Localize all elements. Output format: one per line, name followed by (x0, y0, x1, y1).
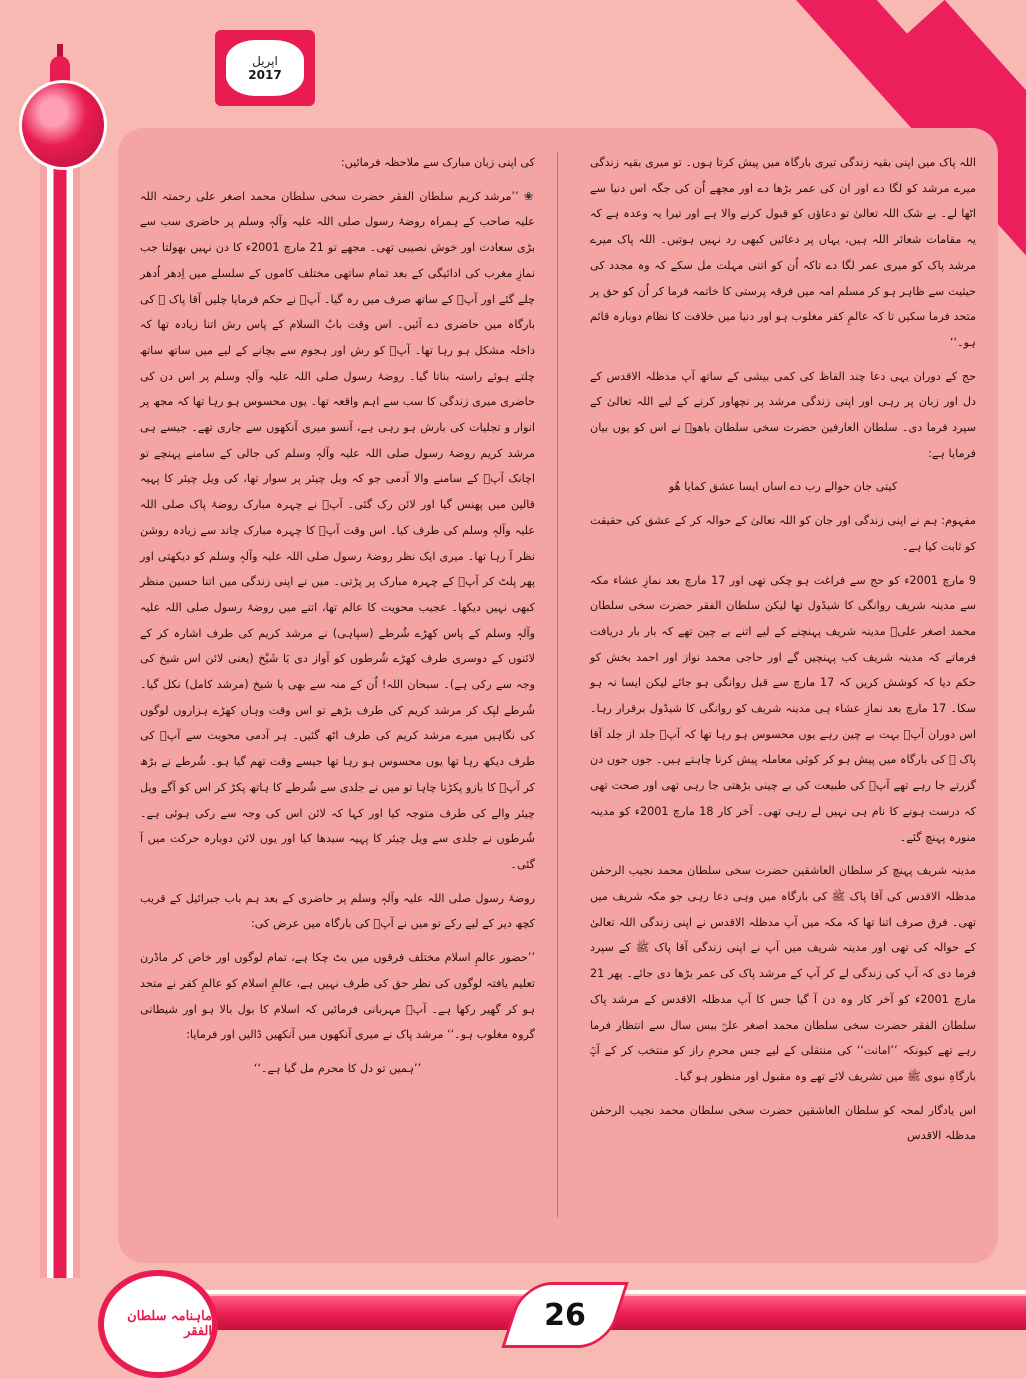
date-badge (215, 30, 315, 106)
paragraph: اللہ پاک میں اپنی بقیہ زندگی تیری بارگاہ میں پیش کرتا ہوں۔ تو میری بقیہ زندگی میرے مرشد کو لگا دے اور ان کی عمر بڑھا دے اور مجھے اُن کی جگہ اس دنیا سے اٹھا لے۔ بے شک اللہ تعالیٰ تو دعاؤں کو قبول کرنے والا ہے اور تیرا یہ وعدہ ہے کہ یہ مقامات شعائر اللہ ہیں، یہاں پر دعائیں کبھی رد نہیں ہوتیں۔ اللہ پاک میرے مرشد پاک کو میری عمر لگا دے تاکہ اُن کو اتنی مہلت مل سکے کہ وہ مجدد کی حیثیت سے ظاہر ہو کر مسلم امہ میں فرقہ پرستی کا خاتمہ فرما کر اُن کو حق پر متحد فرما سکیں تا کہ عالمِ کفر مغلوب ہو اور دنیا میں خلافت کا نظام دوبارہ قائم ہو۔‘‘ (590, 156, 976, 349)
paragraph: مفہوم: ہم نے اپنی زندگی اور جان کو اللہ تعالیٰ کے حوالہ کر کے عشق کی حقیقت کو ثابت کیا ہے۔ (590, 514, 976, 553)
article-column-left (140, 150, 535, 1090)
paragraph: مدینہ شریف پہنچ کر سلطان العاشقین حضرت سخی سلطان محمد نجیب الرحمٰن مدظلہ الاقدس کی آقا پاک ﷺ کی بارگاہ میں وہی دعا رہی جو مکہ شریف میں تھی۔ فرق صرف اتنا تھا کہ مکہ میں آپ مدظلہ الاقدس نے اپنی زندگی اللہ تعالیٰ کے حوالہ کی تھی اور مدینہ شریف میں آپ نے اپنی زندگی آقا پاک ﷺ کے سپرد فرما دی کہ آپ کی زندگی لے کر آپ کے مرشد پاک کی عمر بڑھا دی جائے۔ پھر 21 مارچ 2001ء کو آخر کار وہ دن آ گیا جس کا آپ مدظلہ الاقدس کے مرشد پاک سلطان الفقر حضرت سخی سلطان محمد اصغر علیؒ بیس سال سے انتظار فرما رہے تھے کیونکہ ’’امانت‘‘ کی منتقلی کے لیے جس محرمِ راز کو منتخب کر کے آپؒ بارگاہِ نبوی ﷺ میں تشریف لائے تھے وہ مقبول اور منظور ہو گیا۔ (590, 864, 976, 1083)
closing-quote: ’’ہمیں تو دل کا محرم مل گیا ہے۔‘‘ (253, 1061, 422, 1075)
issue-month: اپریل (252, 54, 278, 68)
paragraph: کی اپنی زبان مبارک سے ملاحظہ فرمائیں: (340, 156, 535, 169)
magazine-logo (98, 1270, 218, 1378)
quote-text: ’’مرشد کریم سلطان الفقر حضرت سخی سلطان محمد اصغر علی رحمتہ اللہ علیہ صاحب کے ہمراہ روضۂ رسول صلی اللہ علیہ وآلہٖ وسلم پر حاضری سب سے بڑی سعادت اور خوش نصیبی تھی۔ مجھے تو 21 مارچ 2001ء کا دن نہیں بھولتا جب نمازِ مغرب کی ادائیگی کے بعد تمام ساتھی مختلف کاموں کے سلسلے میں اِدھر اُدھر چلے گئے اور آپؒ کے ساتھ صرف میں رہ گیا۔ آپؒ نے حکم فرمایا چلیں آقا پاک ﷺ کی بارگاہ میں حاضری دے آئیں۔ اس وقت بابُ السلام کے پاس رش اتنا زیادہ تھا کہ داخلہ مشکل ہو رہا تھا۔ آپؒ کو رش اور ہجوم سے بچانے کے لیے میں ساتھ ساتھ چلتے ہوئے راستہ بناتا گیا۔ روضۂ رسول صلی اللہ علیہ وآلہٖ وسلم پر اس دن کی حاضری میری زندگی کا سب سے اہم واقعہ تھا۔ یوں محسوس ہو رہا تھا کہ مجھ پر انوار و تجلیات کی بارش ہو رہی ہے، آنسو میری آنکھوں سے جاری تھے۔ جیسے ہی مرشد کریم روضۂ رسول صلی اللہ علیہ وآلہٖ وسلم کی جالی کے سامنے پہنچے تو اچانک آپؒ کے سامنے والا آدمی جو کہ ویل چیئر پر سوار تھا، کی ویل چیئر کا پہیہ قالین میں پھنس گیا اور لائن رک گئی۔ آپؒ نے چہرہ مبارک روضۂ پاک صلی اللہ علیہ وآلہٖ وسلم کی طرف کیا۔ اس وقت آپؒ کا چہرہ مبارک چاند سے زیادہ روشن نظر آ رہا تھا۔ میری ایک نظر روضۂ رسول صلی اللہ علیہ وآلہٖ وسلم کو دیکھتی اور پھر پلٹ کر آپؒ کے چہرہ مبارک پر پڑتی۔ میں نے اپنی زندگی میں اتنا حسین منظر کبھی نہیں دیکھا۔ عجیب محویت کا عالم تھا، اتنے میں روضۂ رسول صلی اللہ علیہ وآلہٖ وسلم کے پاس کھڑے شُرطے (سپاہی) نے مرشد کریم کی طرف اشارہ کر کے لائنوں کے دوسری طرف کھڑے شُرطوں کو آواز دی یَا شَیْخ (یعنی لائن اس شیخ کی وجہ سے رکی ہے)۔ سبحان اللہ! اُن کے منہ سے بھی یا شیخ (مرشد کامل) نکل گیا۔ شُرطے لپک کر مرشد کریم کی طرف بڑھے تو اس وقت وہاں کھڑے ہزاروں لوگوں کی نگاہیں میرے مرشد کریم کی طرف اٹھ گئیں۔ ہر آدمی محویت سے آپؒ کی طرف دیکھ رہا تھا یوں محسوس ہو رہا تھا جیسے وقت تھم گیا ہو۔ شُرطے نے بڑھ کر آپؒ کا بازو پکڑنا چاہا تو میں نے جلدی سے شُرطے کا ہاتھ پکڑ کر اس کو آگے ویل چیئر والے کی طرف متوجہ کیا اور کہا کہ لائن اس کی وجہ سے رکی ہوئی ہے۔ شُرطوں نے جلدی سے ویل چیئر کا پہیہ سیدھا کیا اور یوں لائن دوبارہ حرکت میں آ گئی۔ (140, 189, 535, 871)
paragraph: حج کے دوران یہی دعا چند الفاظ کی کمی بیشی کے ساتھ آپ مدظلہ الاقدس کے دل اور زبان پر رہی اور اپنی زندگی مرشد پر نچھاور کرنے کے لیے اللہ تعالیٰ کے سپرد فرما دی۔ سلطان العارفین حضرت سخی سلطان باھوؒ نے اس کو یوں بیان فرمایا ہے: (590, 369, 976, 460)
logo-text: ماہنامہ سلطان الفقر (127, 1309, 212, 1339)
paragraph: روضۂ رسول صلی اللہ علیہ وآلہٖ وسلم پر حاضری کے بعد ہم باب جبرائیل کے قریب کچھ دیر کے لیے رکے تو میں نے آپؒ کی بارگاہ میں عرض کی: (140, 891, 535, 931)
column-divider (557, 152, 558, 1217)
paragraph: ’’حضور عالمِ اسلام مختلف فرقوں میں بٹ چکا ہے، تمام لوگوں اور خاص کر ماڈرن تعلیم یافتہ لوگوں کی نظر حق کی طرف نہیں ہے، عالمِ اسلام کو عالمِ کفر نے متحد ہو کر گھیر رکھا ہے۔ آپؒ مہربانی فرمائیں کہ اسلام کا بول بالا ہو اور شیطانی گروہ مغلوب ہو۔‘‘ مرشد پاک نے میری آنکھوں میں آنکھیں ڈالیں اور فرمایا: (140, 951, 535, 1042)
article-column-right (590, 150, 976, 1157)
page-number: 26 (544, 1297, 586, 1333)
paragraph: 9 مارچ 2001ء کو حج سے فراغت ہو چکی تھی اور 17 مارچ بعد نمازِ عشاء مکہ سے مدینہ شریف روانگی کا شیڈول تھا لیکن سلطان الفقر حضرت سخی سلطان محمد اصغر علیؒ مدینہ شریف پہنچنے کے لیے اتنے بے چین تھے کہ بار بار دریافت فرماتے کہ مدینہ شریف کب پہنچیں گے اور حاجی محمد نواز اور احمد بخش کو حکم دیا کہ کوشش کریں کہ 17 مارچ سے قبل روانگی ہو جائے لیکن ایسا نہ ہو سکا۔ 17 مارچ بعد نمازِ عشاء ہی مدینہ شریف کو روانگی کا شیڈول برقرار رہا۔ اس دوران آپؒ بہت بے چین رہے یوں محسوس ہو رہا تھا کہ آپؒ جلد از جلد آقا پاک ﷺ کی بارگاہ میں پیش ہو کر کوئی معاملہ پیش کرنا چاہتے ہیں۔ جوں جوں دن گزرتے جا رہے تھے آپؒ کی طبیعت کی بے چینی بڑھتی جا رہی تھی اور صحت تھی کہ درست ہونے کا نام ہی نہیں لے رہی تھی۔ آخر کار 18 مارچ 2001ء کو مدینہ منورہ پہنچ گئے۔ (590, 573, 977, 844)
flower-icon: ❀ (518, 189, 536, 203)
lamp-icon (19, 80, 107, 170)
paragraph: اس یادگار لمحہ کو سلطان العاشقین حضرت سخی سلطان محمد نجیب الرحمٰن مدظلہ الاقدس (590, 1103, 976, 1143)
decor-pillar (40, 128, 80, 1278)
date-badge-inner (226, 40, 304, 96)
verse-line: کیتی جان حوالے رب دے اساں ایسا عشق کمایا ھُو (668, 480, 898, 494)
issue-year: 2017 (248, 68, 282, 82)
quote-paragraph (140, 184, 535, 878)
